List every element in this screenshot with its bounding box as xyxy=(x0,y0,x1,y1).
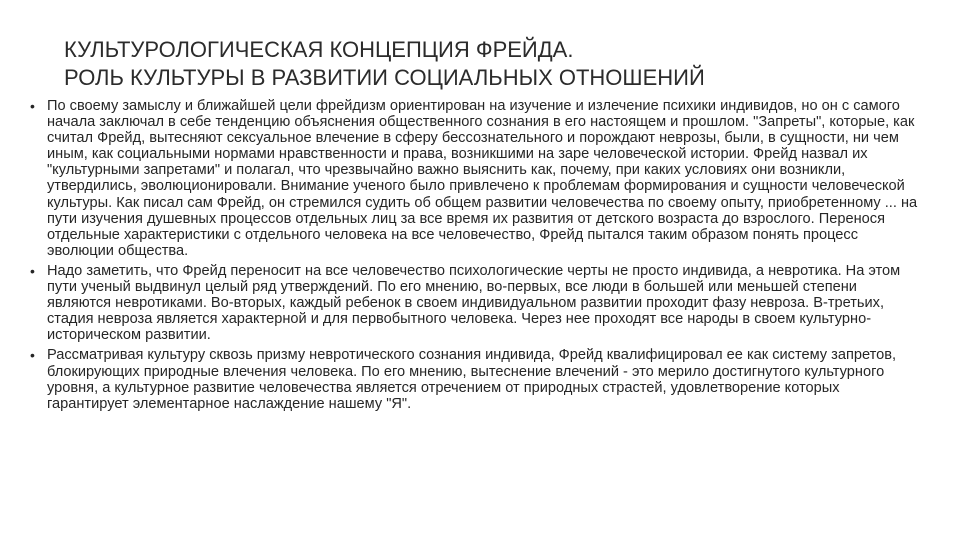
bullet-dot-icon: • xyxy=(30,262,35,279)
slide-title xyxy=(64,36,924,92)
bullet-text-1: По своему замыслу и ближайшей цели фрейдизм ориентирован на изучение и излечение психики индивидов, но он с самого начала заключал в себе тенденцию объяснения общественного сознания в его настоящем и прошлом. "Запреты", которые, как считал Фрейд, вытесняют сексуальное влечение в сферу бессознательного и порождают неврозы, были, в сущности, ни чем иным, как социальными нормами нравственности и права, возникшими на заре человеческой истории. Фрейд назвал их "культурными запретами" и полагал, что чрезвычайно важно выяснить как, почему, при каких условиях они возникли, утвердились, эволюционировали. Внимание ученого было привлечено к проблемам формирования и сущности человеческой культуры. Как писал сам Фрейд, он стремился судить об общем развитии человечества по своему опыту, приобретенному ... на пути изучения душевных процессов отдельных лиц за все время их развития от детского возраста до взрослого. Перенося отдельные характеристики с отдельного человека на все человечество, Фрейд пытался таким образом понять процесс эволюции общества. xyxy=(47,98,918,259)
bullet-item-3 xyxy=(30,347,922,411)
bullet-dot-icon: • xyxy=(30,347,35,364)
bullet-text-3: Рассматривая культуру сквозь призму невротического сознания индивида, Фрейд квалифицировал ее как систему запретов, блокирующих природные влечения человека. По его мнению, вытеснение влечений - это мерило достигнутого культурного уровня, а культурное развитие человечества является отречением от природных страстей, удовлетворение которых гарантирует элементарное наслаждение нашему "Я". xyxy=(47,347,897,412)
bullet-list xyxy=(30,98,922,416)
title-line-2: РОЛЬ КУЛЬТУРЫ В РАЗВИТИИ СОЦИАЛЬНЫХ ОТНОШЕНИЙ xyxy=(64,65,705,90)
bullet-item-2 xyxy=(30,263,922,343)
bullet-text-2: Надо заметить, что Фрейд переносит на все человечество психологические черты не просто индивида, а невротика. На этом пути ученый выдвинул целый ряд утверждений. По его мнению, во-первых, все люди в большей или меньшей степени являются невротиками. Во-вторых, каждый ребенок в своем индивидуальном развитии проходит фазу невроза. В-третьих, стадия невроза является характерной и для первобытного человека. Через нее проходят все народы в своем культурно-историческом развитии. xyxy=(47,262,901,344)
title-line-1: КУЛЬТУРОЛОГИЧЕСКАЯ КОНЦЕПЦИЯ ФРЕЙДА. xyxy=(64,37,574,62)
bullet-dot-icon: • xyxy=(30,98,35,114)
bullet-item-1 xyxy=(30,98,922,259)
